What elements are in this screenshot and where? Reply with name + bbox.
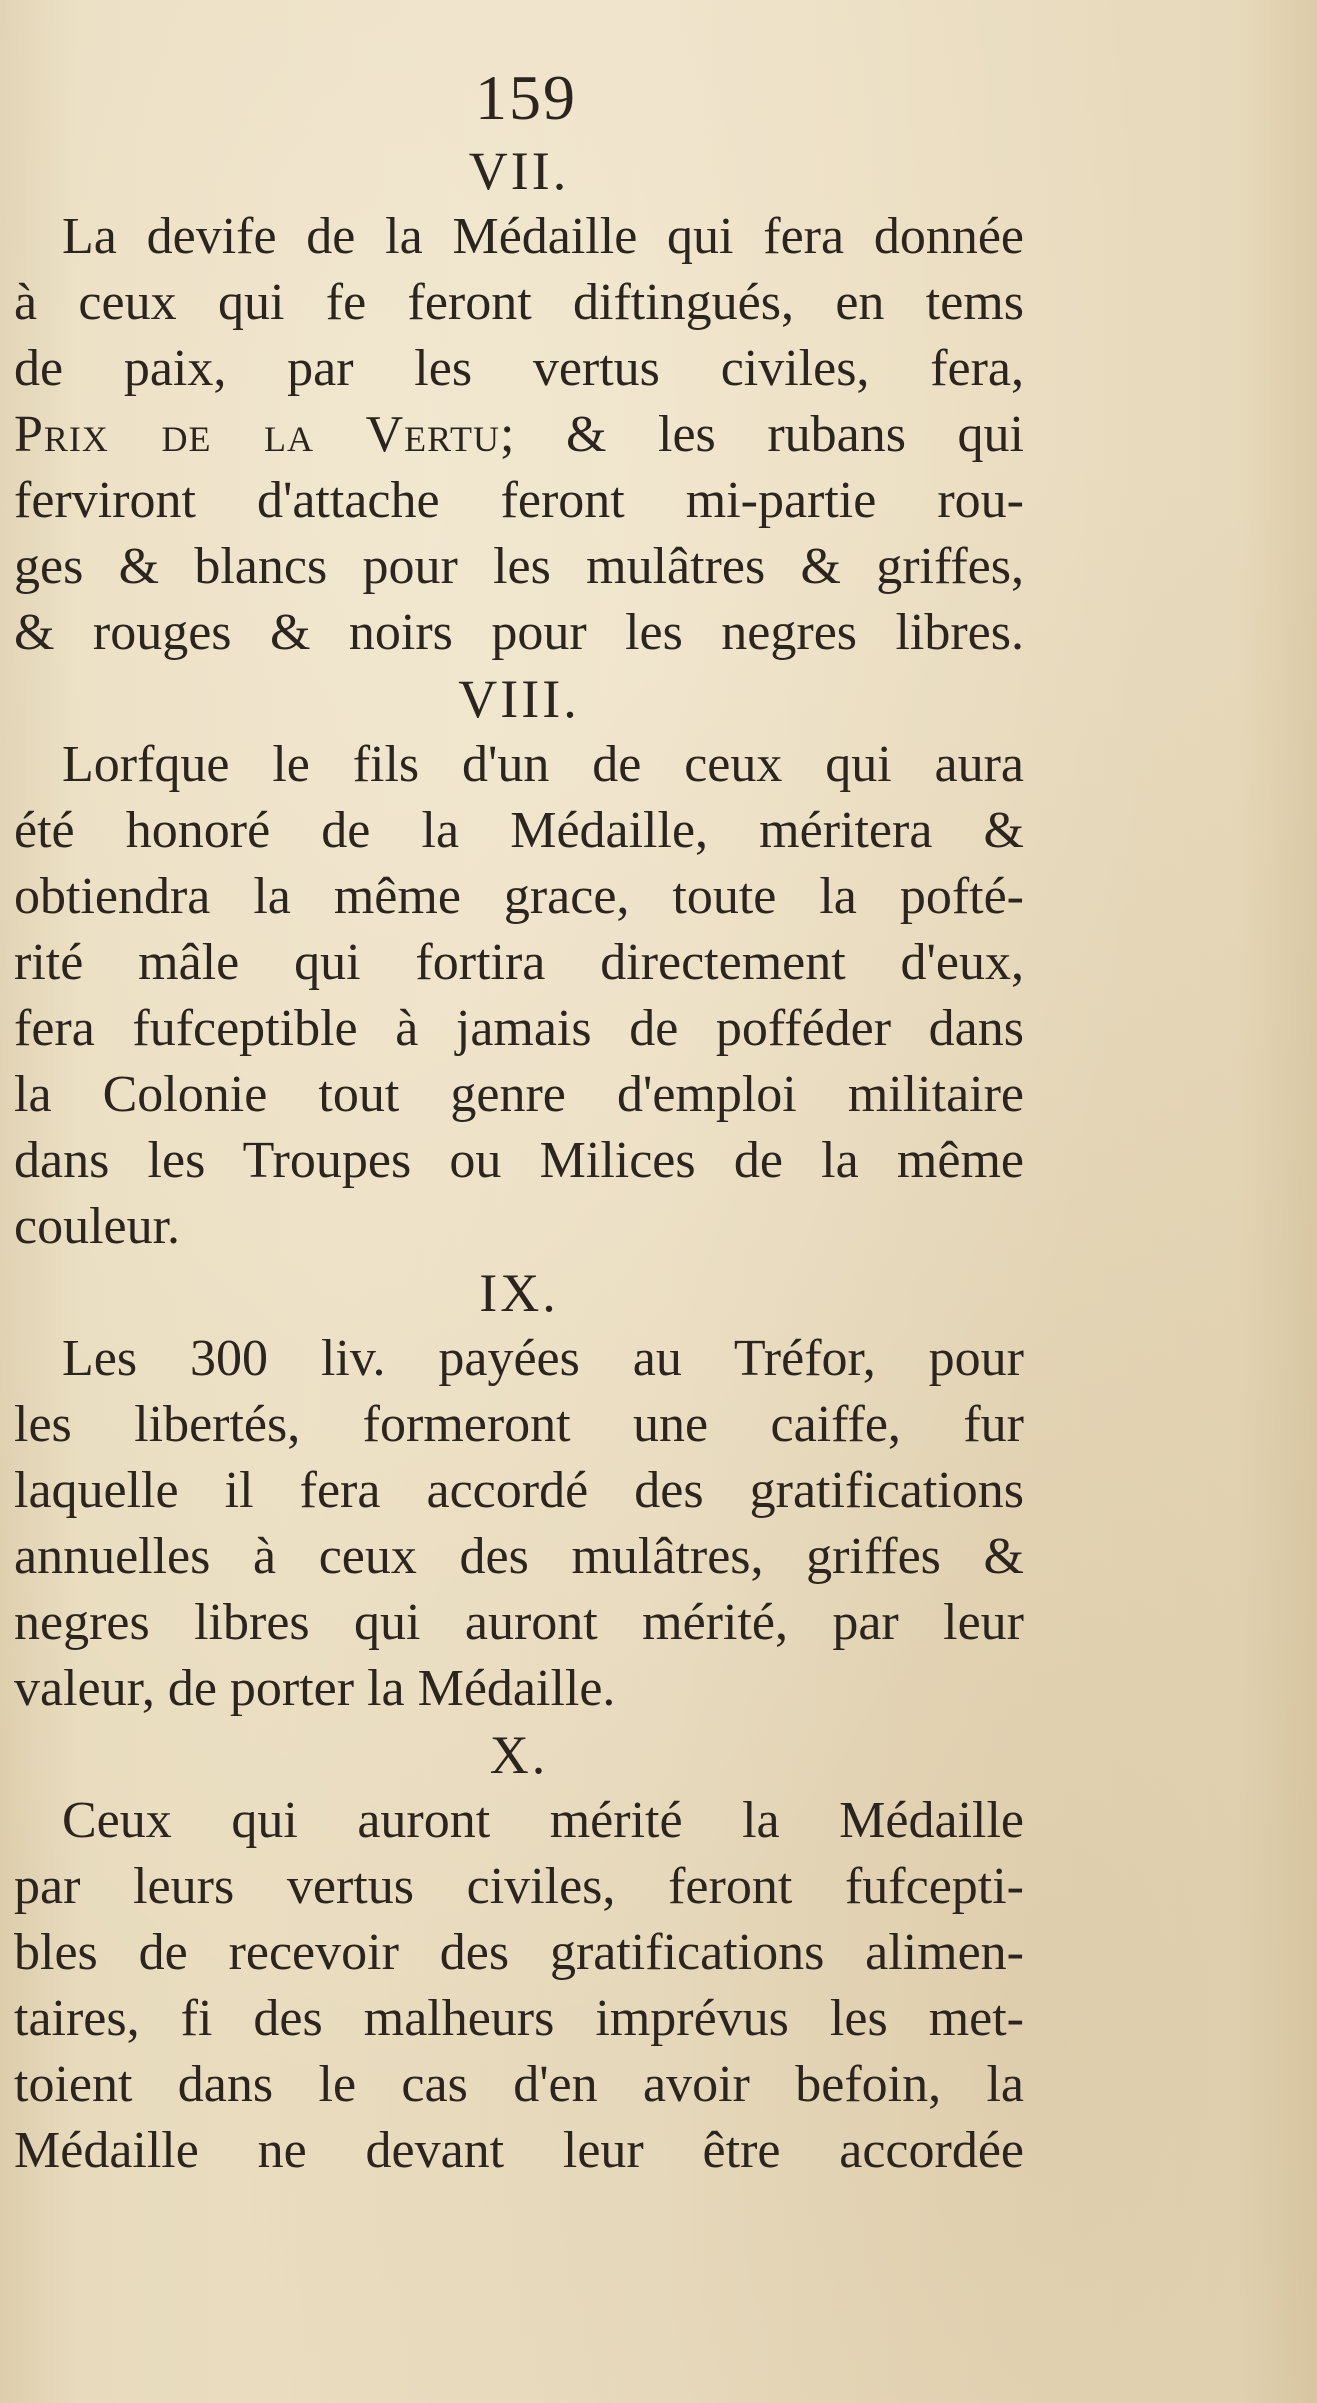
text-line: [14, 402, 1024, 468]
text-line: les libertés, formeront une caiffe, fur: [14, 1396, 1024, 1453]
text-line: Lorfque le fils d'un de ceux qui aura: [62, 736, 1024, 793]
text-line: Médaille ne devant leur être accordée: [14, 2122, 1024, 2179]
smallcaps-phrase: Prix de la Vertu: [14, 406, 501, 463]
article-vii: [14, 138, 1024, 666]
text-line: negres libres qui auront mérité, par leur: [14, 1594, 1024, 1651]
text-fragment: ; & les rubans qui: [500, 406, 1024, 463]
text-line: taires, fi des malheurs imprévus les met-: [14, 1990, 1024, 2047]
text-line: à ceux qui fe feront diftingués, en tems: [14, 274, 1024, 331]
article-ix: [14, 1260, 1024, 1722]
text-line: la Colonie tout genre d'emploi militaire: [14, 1066, 1024, 1123]
article-heading: IX.: [479, 1263, 559, 1323]
article-heading: X.: [489, 1725, 549, 1785]
text-line: ferviront d'attache feront mi-partie rou-: [14, 472, 1024, 529]
text-line: & rouges & noirs pour les negres libres.: [14, 604, 1024, 661]
text-line: Les 300 liv. payées au Tréfor, pour: [62, 1330, 1024, 1387]
text-line: ges & blancs pour les mulâtres & griffes,: [14, 538, 1024, 595]
text-line: Ceux qui auront mérité la Médaille: [62, 1792, 1024, 1849]
page-number: 159: [475, 62, 577, 133]
text-line: couleur.: [14, 1198, 181, 1255]
text-line: dans les Troupes ou Milices de la même: [14, 1132, 1024, 1189]
text-line: laquelle il fera accordé des gratifications: [14, 1462, 1024, 1519]
article-viii: [14, 666, 1024, 1260]
text-line: fera fufceptible à jamais de pofféder dans: [14, 1000, 1024, 1057]
text-line: bles de recevoir des gratifications alimen-: [14, 1924, 1024, 1981]
page-text: [14, 58, 1024, 2184]
text-line: par leurs vertus civiles, feront fufcepti-: [14, 1858, 1024, 1915]
article-x: [14, 1722, 1024, 2184]
text-line: La devife de la Médaille qui fera donnée: [62, 208, 1024, 265]
text-line: rité mâle qui fortira directement d'eux,: [14, 934, 1024, 991]
text-line: de paix, par les vertus civiles, fera,: [14, 340, 1024, 397]
text-line: annuelles à ceux des mulâtres, griffes &: [14, 1528, 1024, 1585]
text-line: obtiendra la même grace, toute la pofté-: [14, 868, 1024, 925]
article-heading: VIII.: [458, 669, 580, 729]
text-line: toient dans le cas d'en avoir befoin, la: [14, 2056, 1024, 2113]
article-heading: VII.: [468, 141, 570, 201]
text-line: valeur, de porter la Médaille.: [14, 1660, 616, 1717]
text-line: été honoré de la Médaille, méritera &: [14, 802, 1024, 859]
